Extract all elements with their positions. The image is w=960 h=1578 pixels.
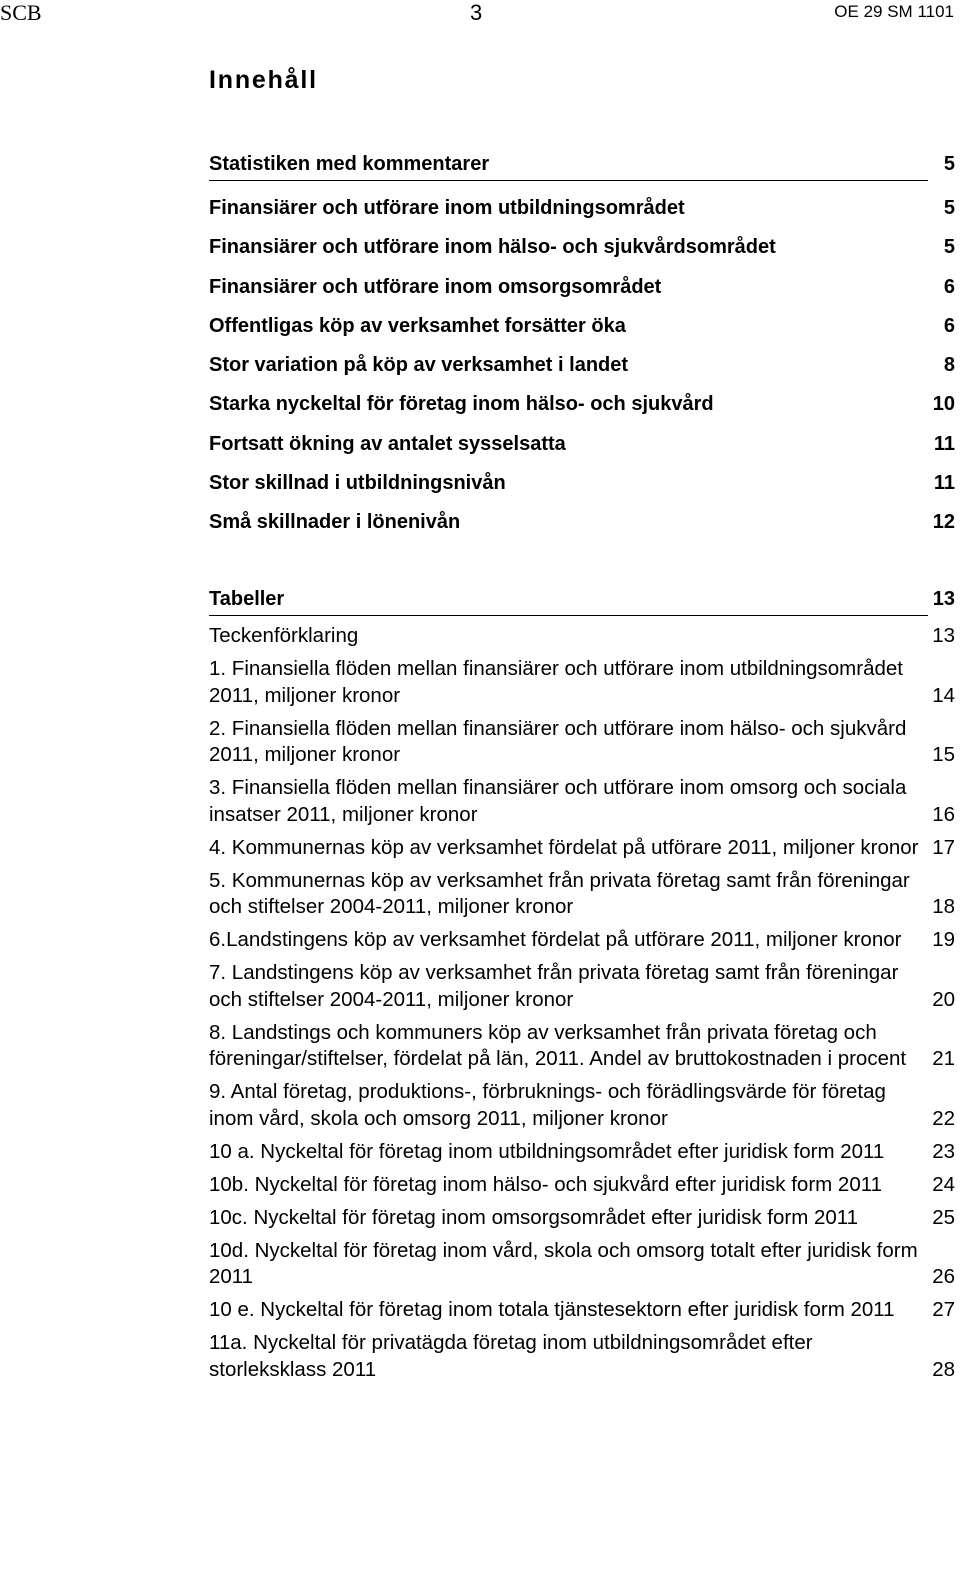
toc-entry[interactable] [209,927,955,954]
toc-entry-title: 10 e. Nyckeltal för företag inom totala tjänstesektorn efter juridisk form 2011 [209,1298,895,1321]
toc-entry-title: 7. Landstingens köp av verksamhet från privata företag samt från föreningar och stiftelser 2004-2011, miljoner kronor [209,961,899,1011]
page-number: 3 [470,0,483,25]
publication-code: OE 29 SM 1101 [834,2,954,21]
toc-entry-page: 22 [932,1106,955,1130]
toc-entry-title: 6.Landstingens köp av verksamhet fördelat på utförare 2011, miljoner kronor [209,928,902,951]
section-heading-title: Statistiken med kommentarer [209,153,490,175]
toc-entry-page: 28 [932,1357,955,1381]
toc-entry[interactable] [209,1330,955,1383]
toc-entry-title: 5. Kommunernas köp av verksamhet från privata företag samt från föreningar och stiftelser 2004-2011, miljoner kronor [209,868,910,918]
toc-entry-page: 20 [932,987,955,1011]
toc-entry-title: 1. Finansiella flöden mellan finansiärer och utförare inom utbildningsområdet 2011, miljoner kronor [209,657,903,707]
toc-entry-title: Offentligas köp av verksamhet forsätter öka [209,314,626,337]
toc-entry[interactable] [209,868,955,921]
toc-entry-title: Teckenförklaring [209,624,359,647]
toc-entry-title: 2. Finansiella flöden mellan finansiärer och utförare inom hälso- och sjukvård 2011, miljoner kronor [209,716,907,766]
toc-entry-title: Finansiärer och utförare inom hälso- och sjukvårdsområdet [209,236,776,259]
toc-entry-page: 26 [932,1265,955,1288]
toc-entry-page: 5 [943,236,955,259]
toc-entry-page: 24 [932,1172,955,1196]
toc-entry-page: 11 [933,432,955,455]
toc-entry-page: 11 [933,472,955,495]
toc-entry-page: 21 [932,1047,955,1070]
toc-entry-title: 8. Landstings och kommuners köp av verksamhet från privata företag och föreningar/stiftelser, fördelat på län, 2011. Andel av bruttokostnaden i procent [209,1020,907,1070]
toc-entry-title: Stor skillnad i utbildningsnivån [209,472,506,495]
toc-entry-page: 14 [932,683,955,707]
toc-entry[interactable] [209,393,955,432]
toc-entry-page: 5 [943,197,955,219]
toc-entry[interactable] [209,1079,955,1132]
toc-entry-title: 10c. Nyckeltal för företag inom omsorgsområdet efter juridisk form 2011 [209,1205,859,1229]
toc-entry[interactable] [209,1139,955,1166]
toc-entry-title: 10 a. Nyckeltal för företag inom utbildningsområdet efter juridisk form 2011 [209,1139,885,1163]
toc-entry-page: 12 [932,511,955,534]
toc-entry-page: 18 [932,895,955,918]
toc-entry[interactable] [209,433,955,472]
toc-entry[interactable] [209,1238,955,1291]
toc-entry-page: 13 [932,624,955,647]
toc-entry-page: 25 [932,1205,955,1229]
toc-entry[interactable] [209,354,955,393]
page-title: Innehåll [209,66,318,94]
toc-entry-title: 3. Finansiella flöden mellan finansiärer och utförare inom omsorg och sociala insatser 2011, miljoner kronor [209,776,907,826]
toc-entry-title: Starka nyckeltal för företag inom hälso- och sjukvård [209,393,714,416]
toc-entry-page: 8 [943,354,955,377]
toc-entry[interactable] [209,197,955,236]
toc-entry-page: 27 [932,1298,955,1321]
toc-entry-page: 10 [932,393,955,416]
toc-entry[interactable] [209,775,955,828]
toc-entry-title: 9. Antal företag, produktions-, förbruknings- och förädlingsvärde för företag inom vård, skola och omsorg 2011, miljoner kronor [209,1080,886,1130]
toc-entry-page: 15 [932,743,955,766]
toc-entry[interactable] [209,960,955,1013]
toc-entry-page: 23 [932,1139,955,1163]
org-name: SCB [0,0,42,25]
toc-list-statistics [209,197,955,551]
toc-entry[interactable] [209,511,955,550]
toc-entry-title: 10b. Nyckeltal för företag inom hälso- och sjukvård efter juridisk form 2011 [209,1172,883,1196]
toc-entry[interactable] [209,472,955,511]
toc-entry[interactable] [209,276,955,315]
toc-entry-page: 6 [943,314,955,337]
page-header [0,0,960,30]
section-heading-rule [209,180,928,181]
toc-entry[interactable] [209,623,955,650]
toc-entry-title: Fortsatt ökning av antalet sysselsatta [209,432,566,455]
toc-entry[interactable] [209,1172,955,1199]
section-heading-page: 5 [943,153,955,175]
toc-entry-title: Små skillnader i lönenivån [209,511,461,534]
toc-entry[interactable] [209,236,955,275]
toc-entry[interactable] [209,315,955,354]
toc-entry[interactable] [209,1020,955,1073]
section-heading-tables[interactable] [209,588,955,616]
section-heading-rule [209,615,928,616]
toc-entry-title: Stor variation på köp av verksamhet i landet [209,354,629,377]
toc-entry[interactable] [209,835,955,862]
toc-list-tables [209,623,955,1383]
section-heading-page: 13 [932,588,955,610]
toc-entry-title: 4. Kommunernas köp av verksamhet fördelat på utförare 2011, miljoner kronor [209,835,919,859]
toc-entry[interactable] [209,1205,955,1232]
toc-entry-page: 17 [932,835,955,859]
toc-entry-page: 19 [932,928,955,951]
section-heading-title: Tabeller [209,588,285,610]
toc-entry-title: 10d. Nyckeltal för företag inom vård, skola och omsorg totalt efter juridisk form 2011 [209,1238,918,1288]
toc-entry-title: Finansiärer och utförare inom utbildningsområdet [209,197,685,219]
toc-entry[interactable] [209,656,955,709]
section-heading-statistics[interactable] [209,153,955,181]
toc-entry-page: 6 [943,275,955,298]
toc-entry-title: 11a. Nyckeltal för privatägda företag inom utbildningsområdet efter storleksklass 2011 [209,1331,813,1381]
toc-entry-page: 16 [932,802,955,826]
toc-entry[interactable] [209,716,955,769]
toc-entry-title: Finansiärer och utförare inom omsorgsområdet [209,275,662,298]
toc-entry[interactable] [209,1297,955,1324]
